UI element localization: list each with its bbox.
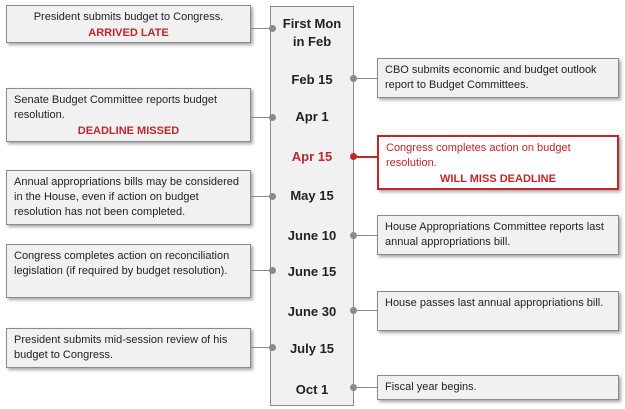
event-senate-resolution <box>6 88 251 142</box>
event-reconciliation <box>6 244 251 298</box>
event-cbo <box>377 58 619 98</box>
event-text: President submits mid-session review of his budget to Congress. <box>14 334 228 361</box>
connector-dot <box>269 267 276 274</box>
date-july-15: July 15 <box>289 341 335 356</box>
event-fiscal-year <box>377 375 619 400</box>
date-feb-15: Feb 15 <box>291 72 333 87</box>
date-first-mon: First Mon <box>282 16 342 31</box>
event-house-passes <box>377 291 619 331</box>
connector-dot <box>269 114 276 121</box>
event-text: CBO submits economic and budget outlook report to Budget Committees. <box>385 64 597 91</box>
event-house-approps-consider <box>6 170 251 225</box>
event-text: President submits budget to Congress. <box>33 11 224 23</box>
event-text: House passes last annual appropriations bill. <box>385 297 604 309</box>
event-text: Congress completes action on reconciliation legislation (if required by budget resolution). <box>14 250 230 277</box>
connector-dot <box>350 232 357 239</box>
date-june-10: June 10 <box>287 228 337 243</box>
date-june-15: June 15 <box>287 264 337 279</box>
status-note: ARRIVED LATE <box>88 27 169 39</box>
connector-dot <box>269 25 276 32</box>
connector-dot <box>269 344 276 351</box>
date-oct-1: Oct 1 <box>295 382 329 397</box>
date-apr-15: Apr 15 <box>291 149 333 164</box>
event-text: Senate Budget Committee reports budget resolution. <box>14 94 218 121</box>
date-june-30: June 30 <box>287 304 337 319</box>
date-apr-1: Apr 1 <box>295 109 329 124</box>
event-text: Fiscal year begins. <box>385 381 477 393</box>
connector-dot <box>269 193 276 200</box>
status-note: WILL MISS DEADLINE <box>440 173 556 185</box>
date-may-15: May 15 <box>290 188 334 203</box>
event-text: Annual appropriations bills may be considered in the House, even if action on budget resolution has not been completed. <box>14 176 240 218</box>
event-president-budget <box>6 5 251 43</box>
event-mid-session <box>6 328 251 368</box>
connector-dot-red <box>350 153 357 160</box>
event-text: Congress completes action on budget resolution. <box>386 142 571 169</box>
event-text: House Appropriations Committee reports last annual appropriations bill. <box>385 221 604 248</box>
event-house-approps-report <box>377 215 619 255</box>
event-congress-resolution <box>377 135 619 190</box>
status-note: DEADLINE MISSED <box>77 125 180 137</box>
connector-dot <box>350 307 357 314</box>
connector-dot <box>350 384 357 391</box>
connector-dot <box>350 75 357 82</box>
date-in-feb: in Feb <box>292 34 332 49</box>
